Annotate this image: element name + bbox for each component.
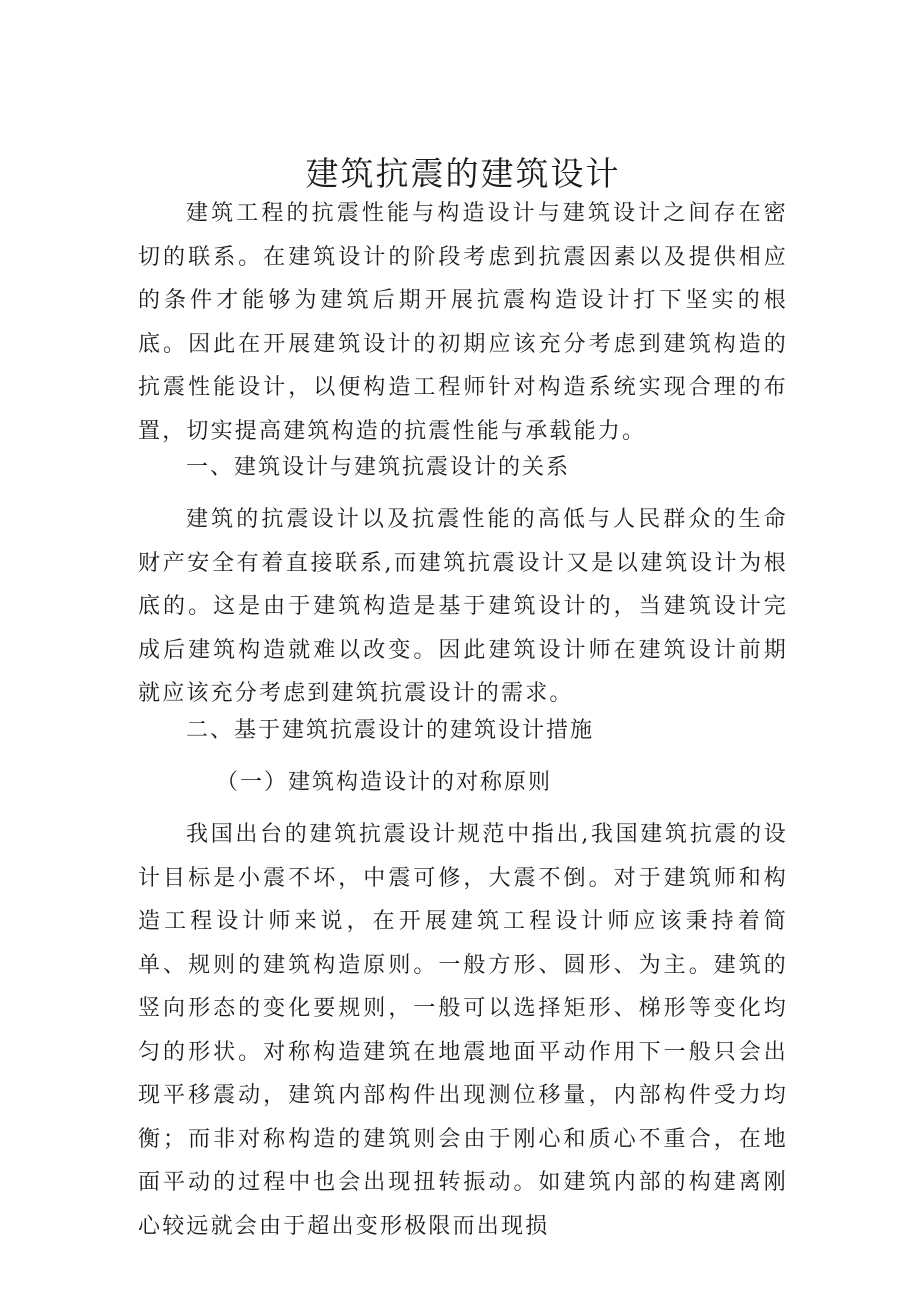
document-title: 建筑抗震的建筑设计 xyxy=(305,154,621,194)
section-heading-2: 二、基于建筑抗震设计的建筑设计措施 xyxy=(186,718,595,743)
subsection-1-paragraph: 我国出台的建筑抗震设计规范中指出,我国建筑抗震的设计目标是小震不坏，中震可修，大震不倒。对于建筑师和构造工程设计师来说，在开展建筑工程设计师应该秉持着简单、规则的建筑构造原则。一般方形、圆形、为主。建筑的竖向形态的变化要规则，一般可以选择矩形、梯形等变化均匀的形状。对称构造建筑在地震地面平动作用下一般只会出现平移震动，建筑内部构件出现测位移量，内部构件受力均衡；而非对称构造的建筑则会由于刚心和质心不重合，在地面平动的过程中也会出现扭转振动。如建筑内部的构建离刚心较远就会由于超出变形极限而出现损 xyxy=(138,822,788,1239)
document-page xyxy=(138,0,788,1301)
section-heading-1: 一、建筑设计与建筑抗震设计的关系 xyxy=(186,455,571,480)
section-1-paragraph: 建筑的抗震设计以及抗震性能的高低与人民群众的生命财产安全有着直接联系,而建筑抗震设计又是以建筑设计为根底的。这是由于建筑构造是基于建筑设计的，当建筑设计完成后建筑构造就难以改变。因此建筑设计师在建筑设计前期就应该充分考虑到建筑抗震设计的需求。 xyxy=(138,507,788,706)
intro-paragraph: 建筑工程的抗震性能与构造设计与建筑设计之间存在密切的联系。在建筑设计的阶段考虑到抗震因素以及提供相应的条件才能够为建筑后期开展抗震构造设计打下坚实的根底。因此在开展建筑设计的初期应该充分考虑到建筑构造的抗震性能设计，以便构造工程师针对构造系统实现合理的布置，切实提高建筑构造的抗震性能与承载能力。 xyxy=(138,201,788,444)
subsection-heading-1: （一）建筑构造设计的对称原则 xyxy=(216,770,553,795)
